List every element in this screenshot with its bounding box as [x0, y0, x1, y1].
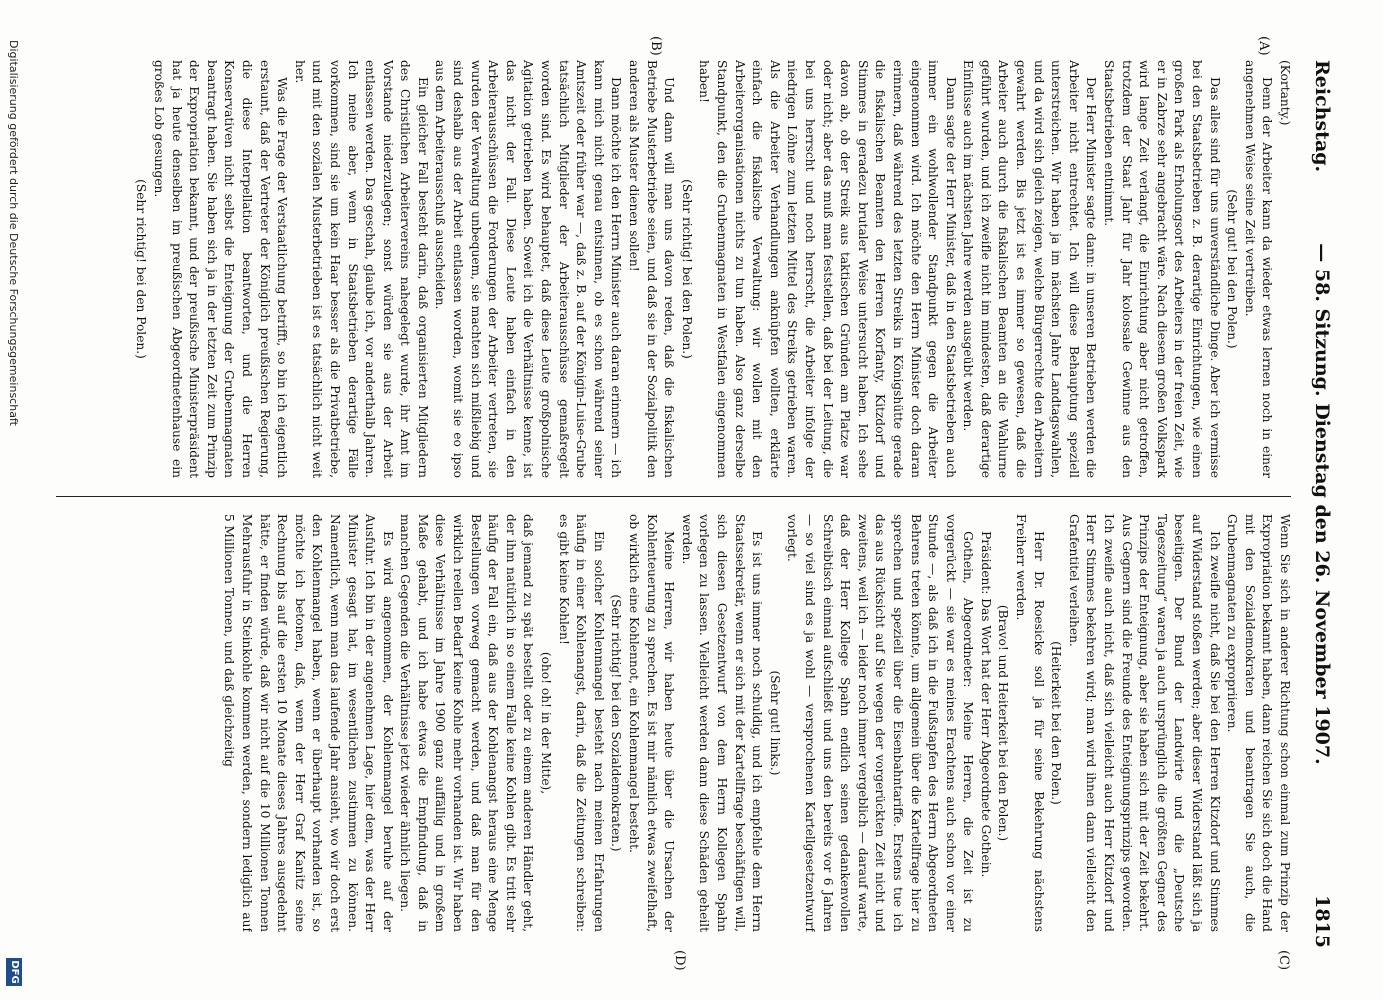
paragraph: Das alles sind für uns unverständliche Dinge. Aber ich vermisse bei den Staatsbetrieben z. B. derartige Einrichtungen, wie einen großen Park als Erholungsort des Arbeiters in der freien Zeit, wie er in Zabrze sehr angebracht wäre. Nach diesem großen Volkspark wird lange Zeit verlangt, die Einrichtung aber nicht getroffen, trotzdem der Staat Jahr für Jahr kolossale Gewinne aus den Staatsbetrieben entnimmt.	[1102, 60, 1222, 478]
paragraph: Dann möchte ich den Herrn Minister auch daran erinnern — ich kann mich nicht genau entsinnen, ob es schon während seiner Amtszeit oder früher war —, daß z. B. auf der Königin-Luise-Grube tatsächlich Mitglieder der Arbeiterausschüsse gemaßregelt worden sind. Es wird behauptet, daß diese Leute großpolnische Agitation getrieben haben. Soweit ich die Verhältnisse kenne, ist das nicht der Fall. Diese Leute haben einfach in den Arbeiterausschüssen die Forderungen der Arbeiter vertreten, sie wurden der Verwaltung unbequem, sie machten sich mißliebig und sind deshalb aus der Arbeit entlassen worden, womit sie eo ipso aus dem Arbeiterausschuß ausscheiden.	[433, 60, 624, 478]
interjection: (Heiterkeit bei den Polen.)	[1049, 641, 1064, 805]
paragraph: Es wird angenommen, der Kohlenmangel beruhe auf der Ausfuhr. Ich bin in der angenehmen Lage, hier dem, was der Herr Minister gesagt hat, im wesentlichen zustimmen zu können. Namentlich, wenn man das laufende Jahr ansieht, wo wir doch erst den Kohlenmangel haben, wenn er überhaupt vorhanden ist, so möchte ich betonen, daß, wenn der Herr Graf Kanitz seine Rechnung bis auf die ersten 10 Monate dieses Jahres ausgedehnt hätte, er finden würde, daß wir nicht auf die 10 Millionen Tonnen Mehrausfuhr in Steinkohle kommen werden, sondern lediglich auf 5 Millionen Tonnen, und daß gleichzeitig	[222, 514, 395, 932]
margin-marker-b: (B)	[648, 36, 663, 56]
column-divider	[56, 496, 1291, 497]
margin-marker-c: (C)	[1276, 950, 1291, 971]
paragraph: Gothein, Abgeordneter: Meine Herren, die Zeit ist zu vorgerückt — sie war es meines Erachtens auch schon vor einer Stunde —, als daß ich in die Fußstapfen des Herrn Abgeordneten Behrens treten könnte, um allgemein über die Kartellfrage hier zu sprechen und speziell über die Eisenbahntariffe. Erstens tue ich das aus Rücksicht auf Sie wegen der vorgerückten Zeit nicht und zweitens, weil ich — leider noch immer vergeblich — darauf warte, daß der Herr Kollege Spahn endlich seinen gedankenvollen Schreibtisch einmal aufschließt und uns den bereits vor 6 Jahren — so viel sind es ja wohl — versprochenen Kartellgesetzentwurf vorlegt.	[785, 514, 976, 932]
paragraph: daß jemand zu spät bestellt oder zu einem anderen Händler geht, der ihm natürlich in so einem Falle keine Kohlen gibt. Es tritt sehr häufig der Fall ein, daß aus der Kohlenangst heraus eine Menge Bestellungen vorweg gemacht werden, und daß man für den wirklich reellen Bedarf keine Kohle mehr vorhanden ist. Wir haben diese Verhältnisse im Jahre 1900 ganz auffällig und in großem Maße gehabt, und ich habe etwas die Empfindung, daß in manchen Gegenden die Verhältnisse jetzt wieder ähnlich liegen.	[398, 514, 536, 932]
paragraph: Ein solcher Kohlenmangel besteht nach meinen Erfahrungen häufig in einer Kohlenangst, darin, daß die Zeitungen schreiben: es gibt keine Kohlen!	[556, 514, 606, 932]
interjection: (Sehr gut! links.)	[767, 670, 782, 776]
paragraph: Denn der Arbeiter kann da wieder etwas lernen noch in einer angenehmen Weise seine Zeit vertreiben.	[1242, 60, 1275, 478]
page-header	[1303, 60, 1337, 948]
paragraph: Was die Frage der Verstaatlichung betrifft, so bin ich eigentlich erstaunt, daß der Vertreter der Königlich preußischen Regierung, die diese Interpellation beantworten, und die Herren Konservativen nicht selbst die Enteignung der Grubenmagnaten beantragt haben. Sie haben sich ja in der letzten Zeit zum Prinzip der Expropriation bekannt, und der preußische Ministerpräsident hat ja heute denselben im preußischen Abgeordnetenhause ein großes Lob gesungen.	[152, 60, 290, 478]
interjection: (Sehr richtig! bei den Polen.)	[134, 179, 149, 359]
paragraph: Der Herr Minister sagte dann: in unseren Betrieben werden die Arbeiter nicht entrechtet. Ich will diese Behauptung speziell unterstreichen. Wir haben ja im nächsten Jahre Landtagswahlen, und da wird sich gleich zeigen, welche Bürgerrechte den Arbeitern gewahrt werden. Bis jetzt ist es immer so gewesen, daß die Arbeiter auch durch die fiskalischen Beamten an die Wahlurne geführt wurden, und ich zweifle nicht im mindesten, daß derartige Einflüsse auch im nächsten Jahre werden ausgeübt werden.	[961, 60, 1099, 478]
paragraph: Meine Herren, wir haben heute über die Ursachen der Kohlenteuerung zu sprechen. Es ist mir nämlich etwas zweifelhaft, ob wirklich eine Kohlennot, ein Kohlenmangel besteht.	[627, 514, 677, 932]
speaker-tag: (Kortanty.)	[1278, 60, 1292, 126]
paragraph: Wenn Sie sich in anderer Richtung schon einmal zum Prinzip der Expropriation bekannt haben, dann reichen Sie sich doch die Hand mit den Sozialdemokraten und beantragen Sie auch, die Grubenmagnaten zu expropriieren.	[1225, 514, 1292, 932]
president-line: Präsident: Das Wort hat der Herr Abgeordnete Gothein.	[978, 531, 993, 878]
right-column	[55, 514, 1293, 932]
margin-marker-a: (A)	[1256, 36, 1271, 56]
paragraph: Und dann will man uns davon reden, daß die fiskalischen Betriebe Musterbetriebe seien, und daß sie in der Sozialpolitik den anderen als Muster dienen sollen!	[627, 60, 677, 478]
paragraph: Ich zweifle nicht, daß Sie bei den Herren Kitzdorf und Stimmes auf Widerstand stoßen werden; aber dieser Widerstand läßt sich ja beseitigen. Der Bund der Landwirte und die „Deutsche Tageszeitung“ waren ja auch ursprünglich die größten Gegner des Prinzips der Enteignung, aber sie haben sich mit der Zeit bekehrt. Aus Gegnern sind die Freunde des Enteignungsprinzips geworden. Ich zweifle auch nicht, daß sich vielleicht auch Herr Kitzdorf und Herr Stimmes bekehren wird; man wird ihnen dann vielleicht den Grafentitel verleihen.	[1066, 514, 1222, 932]
interjection: (Sehr richtig! bei den Polen.)	[679, 179, 694, 359]
paragraph: Ein gleicher Fall besteht darin, daß organisierten Mitgliedern des Christlichen Arbeitervereins nahegelegt wurde, ihr Amt im Vorstande niederzulegen; sonst würden sie aus der Arbeit entlassen werden. Das geschah, glaube ich, vor anderthalb Jahren. Ich meine aber, wenn in Staatsbetrieben derartige Fälle vorkommen, sind sie um kein Haar besser als die Privatbetriebe, und mit den sozialen Musterbetrieben ist es tatsächlich nicht weit her.	[292, 60, 430, 478]
interjection: (Sehr richtig! bei den Sozialdemokraten.)	[609, 594, 624, 852]
header-center: — 58. Sitzung. Dienstag den 26. November 1907.	[1311, 243, 1333, 765]
interjection: (Bravo! und Heiterkeit bei den Polen.)	[996, 604, 1011, 842]
page-number: 1815	[1311, 895, 1333, 948]
dfg-logo: DFG	[6, 958, 22, 986]
interjection: (oho! oh! in der Mitte),	[539, 651, 554, 795]
paragraph: Dann sagte der Herr Minister, daß in den Staatsbetrieben auch immer ein wohlwollender Standpunkt gegen die Arbeiter eingenommen wird. Ich möchte den Herrn Minister doch daran erinnern, daß während des letzten Streiks in Königshütte gerade die fiskalischen Beamten den Herren Korfanty, Kitzdorf und Stimmes in geradezu brutaler Weise untersucht haben. Ich sehe davon ab, ob der Streik aus taktischen Gründen am Platze war oder nicht; aber das muß man feststellen, daß bei der Leitung, die bei uns herrscht und noch herrscht, die Arbeiter infolge der niedrigen Löhne zum letzten Mittel des Streiks getrieben waren. Als die Arbeiter Verhandlungen anknüpfen wollten, erklärte einfach die fiskalische Verwaltung: wir wollen mit den Arbeiterorganisationen nichts zu tun haben. Also ganz derselbe Standpunkt, den die Grubenmagnaten in Westfalen eingenommen haben!	[697, 60, 958, 478]
header-left: Reichstag.	[1311, 60, 1333, 173]
left-column	[55, 60, 1293, 478]
footer-credit: Digitalisierung gefördert durch die Deutsche Forschungsgemeinschaft	[7, 40, 20, 426]
interjection: (Sehr gut! bei den Polen.)	[1225, 189, 1240, 349]
paragraph: Herr Dr. Roesicke soll ja für seine Bekehrung nächstens Freiherr werden.	[1014, 514, 1046, 932]
margin-marker-d: (D)	[672, 950, 687, 971]
digitization-footer	[0, 0, 26, 1000]
paragraph: Es ist uns immer noch schuldig, und ich empfehle dem Herrn Staatssekretär, wenn er sich mit der Kartellfrage beschäftigen will, sich diesen Gesetzentwurf von dem Herrn Kollegen Spahn vorlegen zu lassen. Vielleicht werden dann diese Schäden geheilt werden.	[679, 514, 765, 932]
